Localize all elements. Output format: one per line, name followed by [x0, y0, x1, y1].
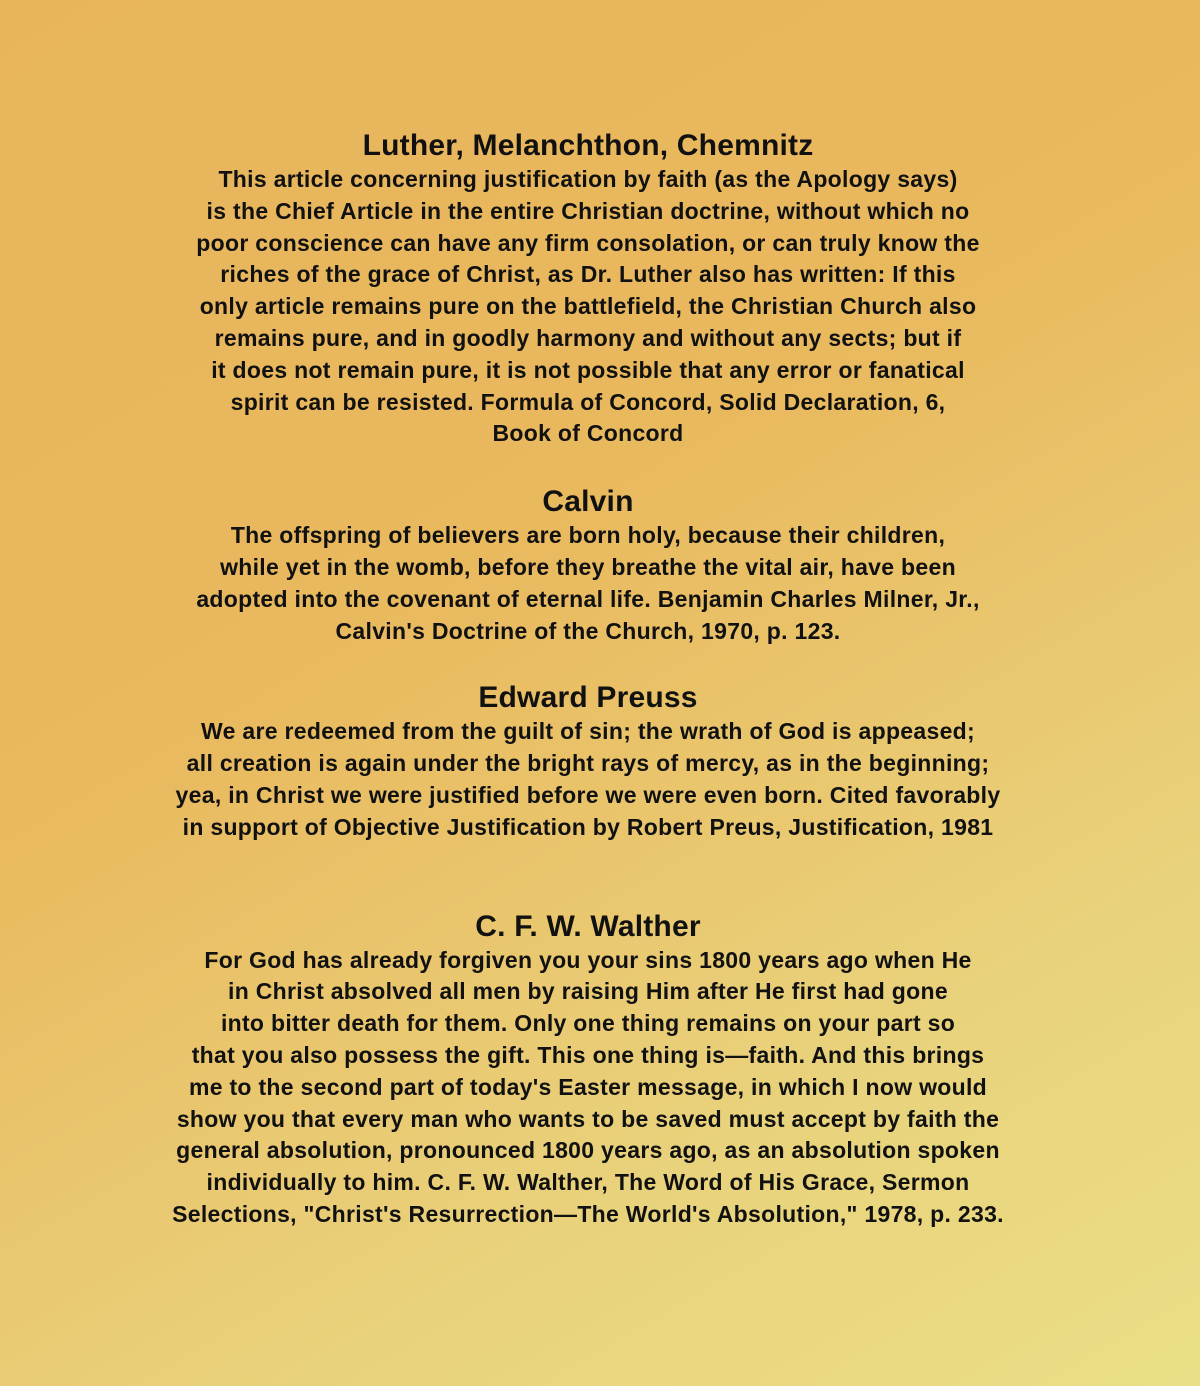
quote-line: poor conscience can have any firm consolation, or can truly know the [196, 229, 980, 256]
quote-line: individually to him. C. F. W. Walther, The Word of His Grace, Sermon [206, 1169, 970, 1196]
quote-line: general absolution, pronounced 1800 years ago, as an absolution spoken [176, 1137, 1000, 1164]
quote-line: it does not remain pure, it is not possible that any error or fanatical [211, 356, 965, 383]
section-heading: Luther, Melanchthon, Chemnitz [362, 129, 814, 162]
quote-line: spirit can be resisted. Formula of Concord, Solid Declaration, 6, [230, 388, 946, 415]
section-luther [0, 128, 1176, 450]
quote-line: We are redeemed from the guilt of sin; the wrath of God is appeased; [201, 718, 975, 745]
quote-line: that you also possess the gift. This one thing is—faith. And this brings [191, 1041, 985, 1068]
quote-line: all creation is again under the bright rays of mercy, as in the beginning; [186, 750, 990, 777]
quote-line: riches of the grace of Christ, as Dr. Luther also has written: If this [220, 261, 956, 288]
section-heading: C. F. W. Walther [475, 909, 701, 943]
quote-line: Book of Concord [492, 420, 684, 447]
section-heading: Calvin [542, 485, 634, 519]
section-calvin [0, 484, 1176, 647]
quote-line: show you that every man who wants to be saved must accept by faith the [176, 1105, 1000, 1132]
section-edward-preuss [0, 680, 1176, 843]
quote-line: For God has already forgiven you your sins 1800 years ago when He [204, 946, 972, 973]
quote-line: only article remains pure on the battlefield, the Christian Church also [199, 293, 977, 320]
quote-line: Selections, "Christ's Resurrection—The World's Absolution," 1978, p. 233. [172, 1200, 1004, 1227]
quote-line: The offspring of believers are born holy, because their children, [230, 522, 946, 549]
quote-line: is the Chief Article in the entire Christian doctrine, without which no [206, 197, 970, 224]
quote-line: Calvin's Doctrine of the Church, 1970, p. 123. [335, 617, 841, 644]
quote-line: me to the second part of today's Easter message, in which I now would [188, 1073, 988, 1100]
quote-line: in Christ absolved all men by raising Him after He first had gone [228, 978, 948, 1005]
quote-line: remains pure, and in goodly harmony and without any sects; but if [214, 324, 962, 351]
quote-line: into bitter death for them. Only one thing remains on your part so [220, 1010, 956, 1037]
quote-line: while yet in the womb, before they breathe the vital air, have been [220, 553, 956, 580]
quote-line: in support of Objective Justification by Robert Preus, Justification, 1981 [182, 813, 994, 840]
section-walther [0, 909, 1176, 1231]
quote-page [0, 128, 1176, 1231]
section-heading: Edward Preuss [478, 681, 698, 715]
quote-line: yea, in Christ we were justified before we were even born. Cited favorably [175, 781, 1001, 808]
quote-line: adopted into the covenant of eternal life. Benjamin Charles Milner, Jr., [196, 585, 980, 612]
quote-line: This article concerning justification by faith (as the Apology says) [218, 166, 958, 192]
